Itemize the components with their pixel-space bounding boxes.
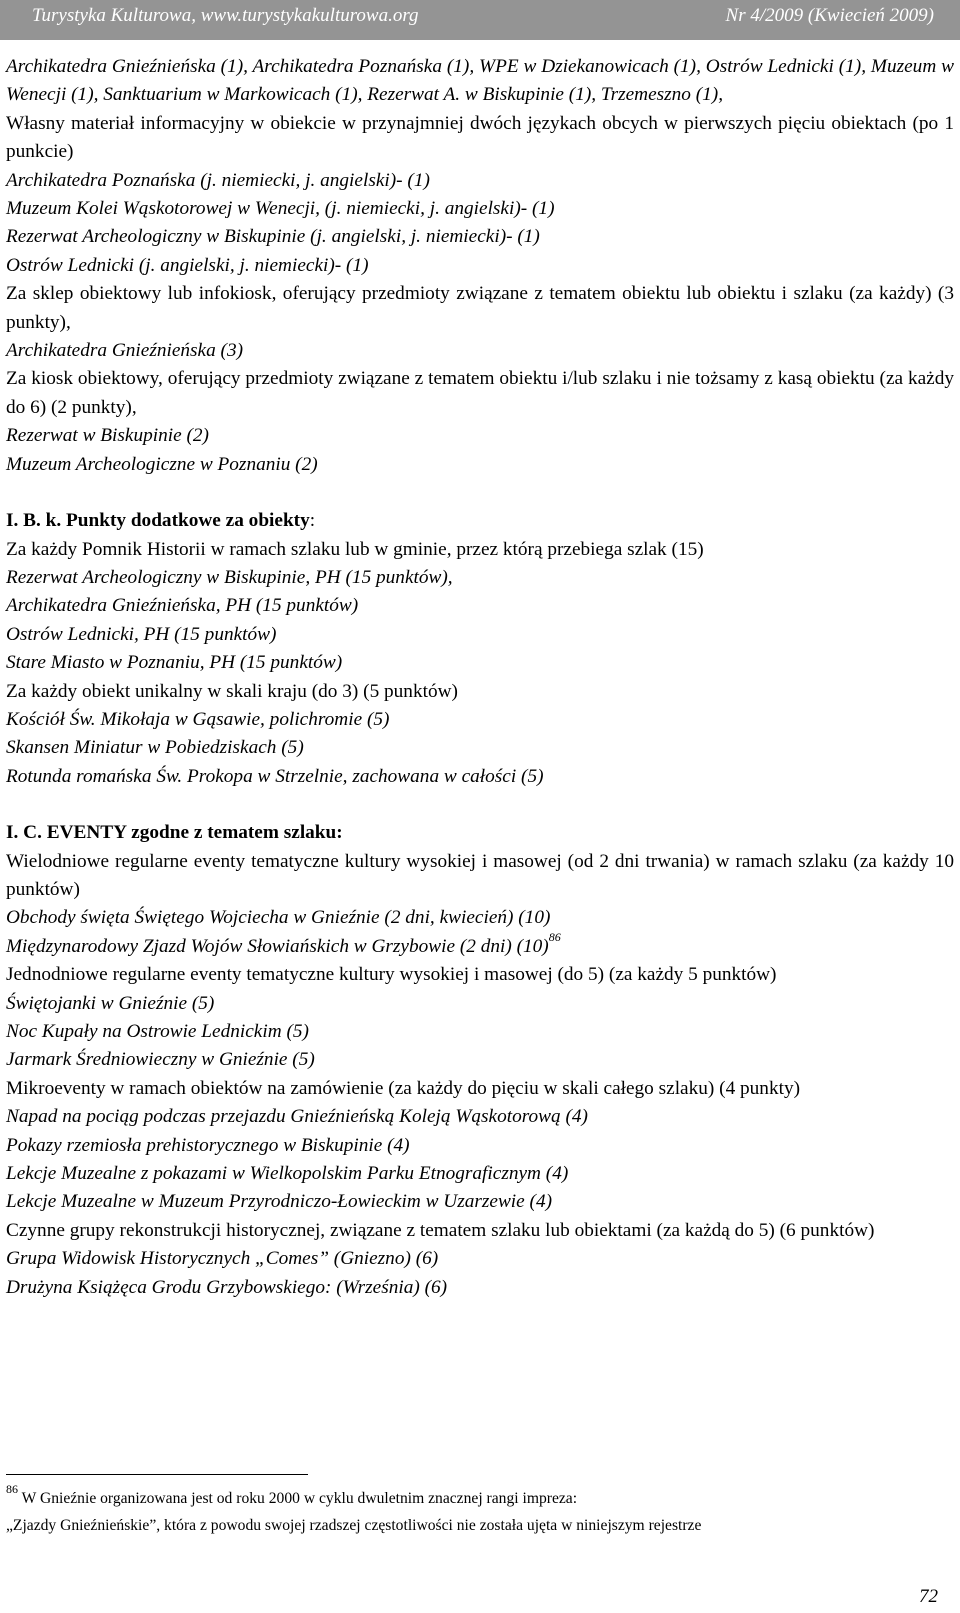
footnote-line: „Zjazdy Gnieźnieńskie”, która z powodu swojej rzadszej częstotliwości nie została ujęta w niniejszym rejestrze [6,1517,702,1534]
paragraph-criterion: Za każdy Pomnik Historii w ramach szlaku lub w gminie, przez którą przebiega szlak (15) [6,538,704,560]
paragraph-criterion: Za każdy obiekt unikalny w skali kraju (do 3) (5 punktów) [6,680,458,702]
footnote-line [6,1482,954,1512]
list-item: Noc Kupały na Ostrowie Lednickim (5) [6,1021,309,1042]
list-item: Lekcje Muzealne z pokazami w Wielkopolskim Parku Etnograficznym (4) [6,1163,569,1185]
document-body [6,53,954,1302]
list-item: Muzeum Archeologiczne w Poznaniu (2) [6,453,318,475]
issue-info: Nr 4/2009 (Kwiecień 2009) [725,5,934,26]
paragraph-criterion: Własny materiał informacyjny w obiekcie w przynajmniej dwóch językach obcych w pierwszych pięciu obiektach (po 1 punkcie) [6,112,954,163]
list-item: Kościół Św. Mikołaja w Gąsawie, polichromie (5) [6,708,390,730]
list-item: Pokazy rzemiosła prehistorycznego w Biskupinie (4) [6,1134,410,1156]
list-item: Rezerwat w Biskupinie (2) [6,425,209,447]
running-header [0,0,960,40]
list-item: Lekcje Muzealne w Muzeum Przyrodniczo-Łowieckim w Uzarzewie (4) [6,1191,553,1213]
list-item: Drużyna Książęca Grodu Grzybowskiego: (Września) (6) [6,1276,448,1298]
list-item: Obchody święta Świętego Wojciecha w Gnieźnie (2 dni, kwiecień) (10) [6,907,551,929]
list-item-with-footnote [6,929,954,961]
list-item: Ostrów Lednicki (j. angielski, j. niemiecki)- (1) [6,254,369,276]
footnote-text: W Gnieźnie organizowana jest od roku 2000 w cyklu dwuletnim znacznej rangi impreza: [18,1490,578,1507]
list-item: Rezerwat Archeologiczny w Biskupinie, PH (15 punktów), [6,566,453,588]
paragraph-criterion: Czynne grupy rekonstrukcji historycznej, związane z tematem szlaku lub obiektami (za każdą do 5) (6 punktów) [6,1219,875,1241]
paragraph-criterion: Wielodniowe regularne eventy tematyczne kultury wysokiej i masowej (od 2 dni trwania) w ramach szlaku (za każdy 10 punktów) [6,850,954,900]
paragraph-criterion: Za kiosk obiektowy, oferujący przedmioty związane z tematem obiektu i/lub szlaku i nie tożsamy z kasą obiektu (za każdy do 6) (2 punkty), [6,368,954,418]
list-item: Archikatedra Gnieźnieńska, PH (15 punktów) [6,595,359,617]
section-heading [6,507,954,535]
list-item: Rotunda romańska Św. Prokopa w Strzelnie, zachowana w całości (5) [6,765,544,787]
footnote [6,1482,954,1539]
paragraph-criterion: Mikroeventy w ramach obiektów na zamówienie (za każdy do pięciu w skali całego szlaku) (4 punkty) [6,1077,801,1099]
journal-title: Turystyka Kulturowa, www.turystykakulturowa.org [32,5,419,26]
section-title: I. B. k. Punkty dodatkowe za obiekty [6,510,310,532]
paragraph-criterion: Za sklep obiektowy lub infokiosk, oferujący przedmioty związane z tematem obiektu lub obiektu i szlaku (za każdy) (3 punkty), [6,283,954,333]
list-item: Muzeum Kolei Wąskotorowej w Wenecji, (j. niemiecki, j. angielski)- (1) [6,198,555,220]
list-item-text: Międzynarodowy Zjazd Wojów Słowiańskich w Grzybowie (2 dni) (10) [6,935,549,957]
footnote-reference[interactable]: 86 [548,929,561,944]
list-item: Grupa Widowisk Historycznych „Comes” (Gniezno) (6) [6,1248,439,1270]
section-heading: I. C. EVENTY zgodne z tematem szlaku: [6,822,343,844]
list-item: Archikatedra Gnieźnieńska (3) [6,340,244,362]
list-item: Napad na pociąg podczas przejazdu Gnieźnieńską Koleją Wąskotorową (4) [6,1106,588,1128]
section-colon: : [309,510,316,532]
list-item: Jarmark Średniowieczny w Gnieźnie (5) [6,1049,315,1071]
page-number: 72 [919,1586,938,1607]
list-item: Skansen Miniatur w Pobiedziskach (5) [6,737,304,759]
footnote-number: 86 [6,1482,18,1496]
list-item: Stare Miasto w Poznaniu, PH (15 punktów) [6,652,343,674]
paragraph-criterion: Jednodniowe regularne eventy tematyczne kultury wysokiej i masowej (do 5) (za każdy 5 punktów) [6,964,777,986]
footnote-separator [6,1474,308,1475]
paragraph-object-list: Archikatedra Gnieźnieńska (1), Archikatedra Poznańska (1), WPE w Dziekanowicach (1), Ostrów Lednicki (1), Muzeum w Wenecji (1), Sanktuarium w Markowicach (1), Rezerwat A. w Biskupinie (1), Trzemeszno (1), [6,56,954,106]
list-item: Ostrów Lednicki, PH (15 punktów) [6,623,277,645]
list-item: Archikatedra Poznańska (j. niemiecki, j. angielski)- (1) [6,169,430,191]
list-item: Rezerwat Archeologiczny w Biskupinie (j. angielski, j. niemiecki)- (1) [6,226,540,248]
list-item: Świętojanki w Gnieźnie (5) [6,992,215,1014]
